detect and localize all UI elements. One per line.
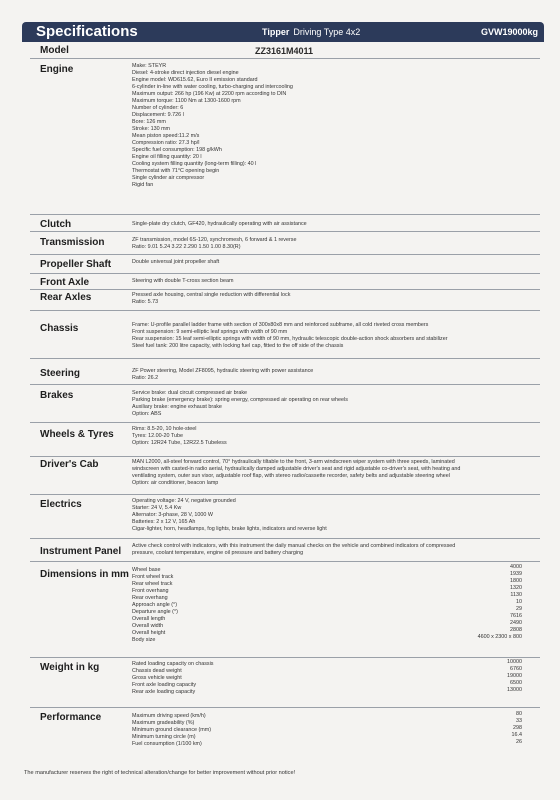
spec-line: 1800: [510, 578, 522, 584]
transmission-row: [30, 233, 540, 255]
spec-line: Overall length: [132, 616, 166, 622]
dimensions-row: [30, 563, 540, 658]
spec-line: Compression ratio: 27.3 hp/l: [132, 140, 200, 146]
spec-line: 4000: [510, 564, 522, 570]
spec-line: Steering with double T-cross section beam: [132, 278, 234, 284]
spec-line: Tyres: 12.00-20 Tube: [132, 433, 183, 439]
propeller-row: [30, 256, 540, 274]
spec-line: 1320: [510, 585, 522, 591]
spec-line: Approach angle (°): [132, 602, 178, 608]
dimensions-values: [478, 564, 522, 641]
wheels-label: Wheels & Tyres: [40, 429, 114, 440]
steering-row: [30, 360, 540, 385]
spec-line: Maximum output: 266 hp (196 Kw) at 2200 rpm according to DIN: [132, 91, 287, 97]
weight-label: Weight in kg: [40, 662, 100, 673]
spec-line: Front axle loading capacity: [132, 682, 197, 688]
cab-label: Driver's Cab: [40, 459, 99, 470]
spec-line: Ratio: 5.73: [132, 299, 159, 305]
spec-line: Rated loading capacity on chassis: [132, 661, 214, 667]
spec-line: Minimum turning circle (m): [132, 734, 196, 740]
spec-line: Gross vehicle weight: [132, 675, 182, 681]
spec-line: 6500: [510, 680, 522, 686]
spec-line: Double universal joint propeller shaft: [132, 259, 220, 265]
spec-line: Ratio: 26.2: [132, 375, 159, 381]
engine-label: Engine: [40, 64, 74, 75]
spec-line: ventilating system, outer sun visor, adjustable roof flap, with stereo radio/cassette recorder, safety belts and adjustable steering wheel: [132, 473, 450, 479]
spec-line: Rear overhang: [132, 595, 168, 601]
spec-line: Option: air conditioner, beacon lamp: [132, 480, 219, 486]
spec-line: 10000: [507, 659, 522, 665]
spec-line: Operating voltage: 24 V, negative grounded: [132, 498, 236, 504]
dimensions-items: [132, 567, 537, 644]
spec-line: Steel fuel tank: 200 litre capacity, with locking fuel cap, fitted to the off side of the chassis: [132, 343, 344, 349]
spec-line: Number of cylinder: 6: [132, 105, 184, 111]
engine-row: [30, 60, 540, 215]
spec-line: Overall height: [132, 630, 166, 636]
spec-line: Front wheel track: [132, 574, 174, 580]
propeller-specs: [132, 259, 537, 266]
spec-line: Option: ABS: [132, 411, 162, 417]
brakes-label: Brakes: [40, 390, 74, 401]
spec-line: Ratio: 9.01 5.24 3.22 2.290 1.50 1.00 8.30(R): [132, 244, 241, 250]
spec-line: Batteries: 2 x 12 V, 165 Ah: [132, 519, 196, 525]
spec-line: 6-cylinder in-line with water cooling, turbo-charging and intercooling: [132, 84, 293, 90]
spec-line: 80: [516, 711, 522, 717]
front-axle-label: Front Axle: [40, 277, 90, 288]
spec-line: Cigar-lighter, horn, headlamps, fog lights, brake lights, indicators and reverse light: [132, 526, 327, 532]
spec-line: Specific fuel consumption: 198 g/kWh: [132, 147, 222, 153]
spec-line: 33: [516, 718, 522, 724]
spec-line: 1939: [510, 571, 522, 577]
spec-line: Rear axle loading capacity: [132, 689, 196, 695]
spec-line: 19000: [507, 673, 522, 679]
spec-line: Make: STEYR: [132, 63, 167, 69]
spec-header: [22, 22, 544, 42]
spec-line: 4600 x 2300 x 800: [477, 634, 522, 640]
spec-line: MAN L2000, all-steel forward control, 70° hydraulically tiltable to the front, 3-arm windscreen wiper system with three speeds, laminated: [132, 459, 455, 465]
spec-line: 16.4: [511, 732, 522, 738]
steering-label: Steering: [40, 368, 81, 379]
spec-line: Parking brake (emergency brake): spring energy, compressed air operating on rear wheels: [132, 397, 348, 403]
front-axle-specs: [132, 278, 537, 285]
spec-line: 10: [516, 599, 522, 605]
clutch-label: Clutch: [40, 219, 72, 230]
spec-line: Cooling system filling quantity (long-term filling): 40 l: [132, 161, 257, 167]
wheels-specs: [132, 426, 537, 447]
spec-line: Minimum ground clearance (mm): [132, 727, 212, 733]
spec-line: Maximum driving speed (km/h): [132, 713, 206, 719]
spec-line: Chassis dead weight: [132, 668, 182, 674]
weight-row: [30, 659, 540, 708]
spec-line: ZF Power steering, Model ZF8095, hydraulic steering with power assistance: [132, 368, 314, 374]
spec-line: Departure angle (°): [132, 609, 178, 615]
spec-line: Pressed axle housing, central single reduction with differential lock: [132, 292, 291, 298]
chassis-label: Chassis: [40, 323, 79, 334]
electrics-row: [30, 496, 540, 539]
spec-line: Body size: [132, 637, 156, 643]
spec-line: Service brake: dual circuit compressed air brake: [132, 390, 248, 396]
spec-line: Frame: U-profile parallel ladder frame with section of 300x80x8 mm and reinforced subframe, all cold riveted cross members: [132, 322, 429, 328]
spec-line: ZF transmission, model 6S-120, synchromesh, 6 forward & 1 reverse: [132, 237, 297, 243]
engine-specs: [132, 63, 537, 189]
clutch-row: [30, 216, 540, 232]
spec-line: Auxiliary brake: engine exhaust brake: [132, 404, 222, 410]
model-row: [30, 44, 540, 59]
spec-line: Maximum torque: 1100 Nm at 1300-1600 rpm: [132, 98, 241, 104]
drive-label: Driving Type 4x2: [293, 27, 361, 37]
weight-values: [507, 659, 522, 694]
spec-line: Bore: 126 mm: [132, 119, 166, 125]
dimensions-label: Dimensions in mm: [40, 569, 129, 580]
electrics-label: Electrics: [40, 499, 82, 510]
chassis-specs: [132, 322, 537, 350]
spec-line: 2808: [510, 627, 522, 633]
spec-line: 13000: [507, 687, 522, 693]
spec-line: Rigid fan: [132, 182, 154, 188]
spec-line: Overall width: [132, 623, 164, 629]
spec-line: Rims: 8.5-20, 10 hole-steel: [132, 426, 197, 432]
spec-line: Stroke: 130 mm: [132, 126, 171, 132]
spec-line: 298: [513, 725, 522, 731]
spec-line: Mean piston speed:11.2 m/s: [132, 133, 200, 139]
brakes-row: [30, 386, 540, 423]
rear-axles-specs: [132, 292, 537, 306]
front-axle-row: [30, 275, 540, 290]
spec-line: 7616: [510, 613, 522, 619]
spec-line: Single-plate dry clutch, GF420, hydraulically operating with air assistance: [132, 221, 307, 227]
spec-line: Front overhang: [132, 588, 169, 594]
steering-specs: [132, 368, 537, 382]
instrument-label: Instrument Panel: [40, 546, 122, 557]
propeller-label: Propeller Shaft: [40, 259, 112, 270]
spec-line: windscreen with casted-in radio aerial, hydraulically damped adjustable driver's seat and rigid adjustable co-driver's seat, with heating and: [132, 466, 461, 472]
spec-line: Rear suspension: 15 leaf semi-elliptic springs with width of 90 mm, hydraulic telescopic double-action shock absorbers and stabilizer: [132, 336, 448, 342]
chassis-row: [30, 312, 540, 359]
spec-line: 6760: [510, 666, 522, 672]
performance-items: [132, 713, 537, 748]
page-title: Specifications: [36, 23, 138, 40]
spec-line: Front suspension: 9 semi-elliptic leaf springs with width of 90 mm: [132, 329, 288, 335]
clutch-specs: [132, 221, 537, 228]
spec-line: pressure, coolant temperature, engine oil pressure and battery charging: [132, 550, 304, 556]
model-label: Model: [40, 45, 69, 56]
spec-line: 26: [516, 739, 522, 745]
rear-axles-label: Rear Axles: [40, 292, 92, 303]
vehicle-type: [262, 22, 360, 42]
spec-line: Engine oil filling quantity: 20 l: [132, 154, 202, 160]
spec-line: Rear wheel track: [132, 581, 173, 587]
transmission-specs: [132, 237, 537, 251]
transmission-label: Transmission: [40, 237, 105, 248]
spec-line: Active check control with indicators, with this instrument the daily manual checks on the vehicle and combined indicators of compressed: [132, 543, 456, 549]
electrics-specs: [132, 498, 537, 533]
type-label: Tipper: [262, 27, 290, 37]
wheels-row: [30, 424, 540, 457]
instrument-row: [30, 540, 540, 562]
spec-line: Thermostat with 71°C opening begin: [132, 168, 220, 174]
spec-line: Option: 12R24 Tube, 12R22.5 Tubeless: [132, 440, 227, 446]
spec-line: Single cylinder air compressor: [132, 175, 205, 181]
spec-line: Displacement: 9.726 l: [132, 112, 184, 118]
spec-line: Diesel: 4-stroke direct injection diesel engine: [132, 70, 239, 76]
spec-line: Maximum gradeability (%): [132, 720, 195, 726]
spec-line: 29: [516, 606, 522, 612]
spec-line: Engine model: WD615.62, Euro II emission standard: [132, 77, 258, 83]
performance-label: Performance: [40, 712, 102, 723]
disclaimer-footer: The manufacturer reserves the right of technical alteration/change for better improvement without prior notice!: [24, 770, 296, 776]
performance-values: [512, 711, 523, 746]
spec-line: 2490: [510, 620, 522, 626]
cab-row: [30, 458, 540, 495]
spec-line: 1130: [510, 592, 522, 598]
spec-line: Alternator: 3-phase, 28 V, 1000 W: [132, 512, 214, 518]
spec-line: Fuel consumption (1/100 km): [132, 741, 202, 747]
performance-row: [30, 709, 540, 759]
gvw-label: GVW19000kg: [480, 27, 538, 37]
rear-axles-row: [30, 291, 540, 311]
spec-line: Wheel base: [132, 567, 161, 573]
instrument-specs: [132, 543, 537, 557]
model-value: ZZ3161M4011: [255, 46, 314, 56]
weight-items: [132, 661, 537, 696]
cab-specs: [132, 459, 537, 487]
spec-line: Starter: 24 V, 5.4 Kw: [132, 505, 182, 511]
brakes-specs: [132, 390, 537, 418]
